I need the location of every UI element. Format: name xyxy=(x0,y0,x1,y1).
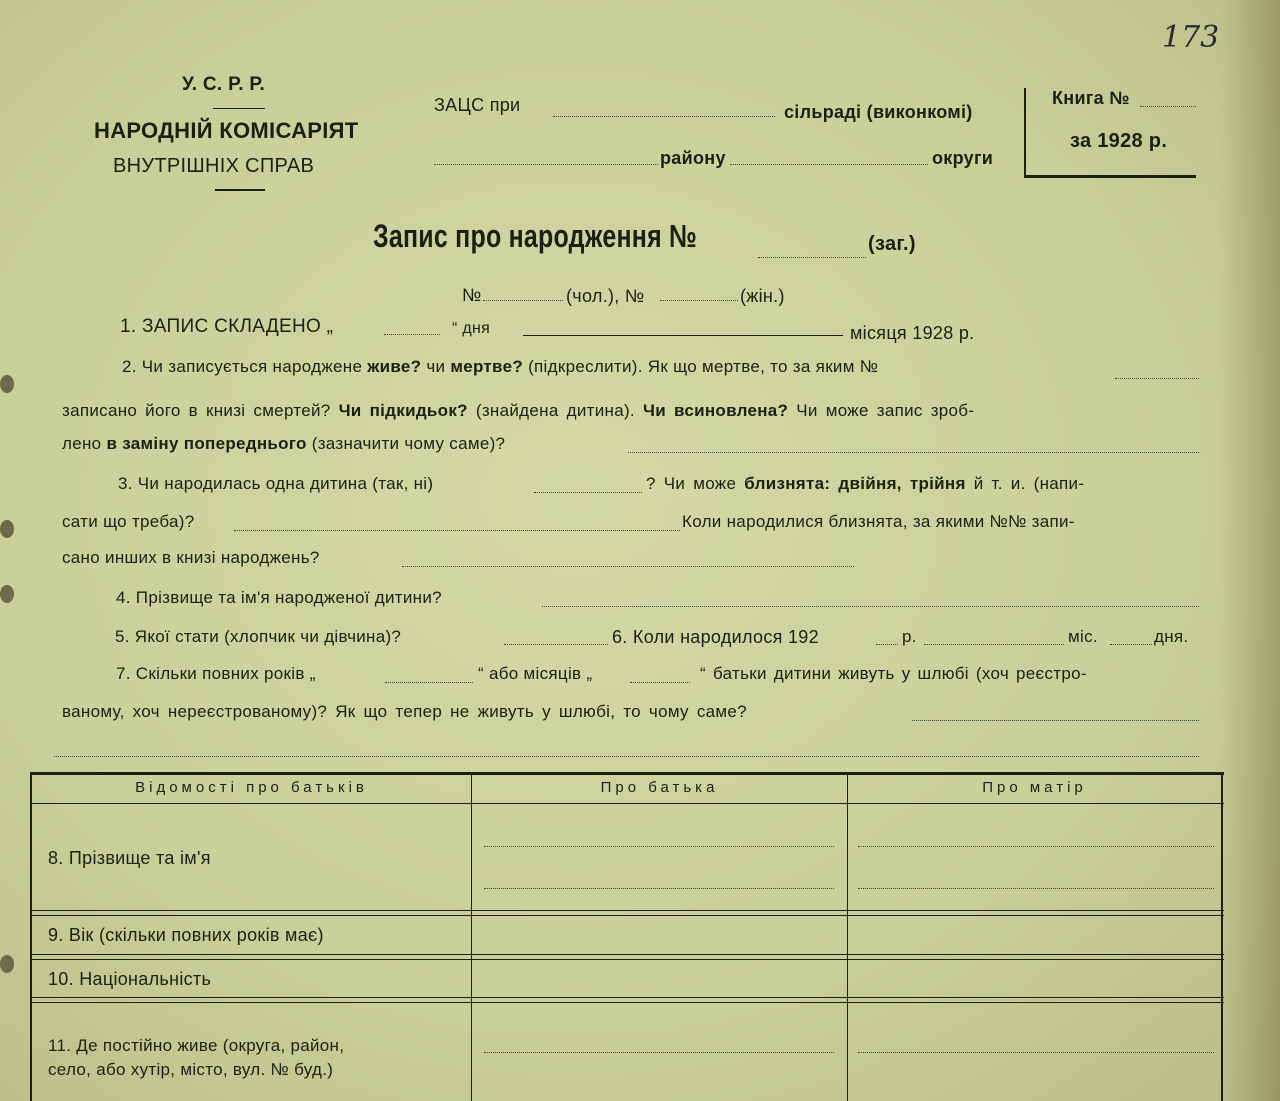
mother-residence-field[interactable] xyxy=(858,1052,1214,1053)
q6-label: 6. Коли народилося 192 xyxy=(612,627,819,647)
q6-day-label: дня. xyxy=(1154,627,1189,646)
q6-month-label: міс. xyxy=(1068,627,1098,646)
rayon-label: району xyxy=(660,148,726,168)
okruga-label: округи xyxy=(932,148,994,168)
okruga-field[interactable] xyxy=(730,164,928,165)
column-header-parents-info: Відомості про батьків xyxy=(135,779,368,796)
commissariat-subheading: ВНУТРІШНІХ СПРАВ xyxy=(113,155,315,177)
binding-hole xyxy=(0,520,14,538)
document-title: Запис про народження № xyxy=(373,218,698,254)
book-number-label: Книга № xyxy=(1052,88,1130,108)
row-label-name: 8. Прізвище та ім'я xyxy=(48,848,211,868)
commissariat-heading: НАРОДНІЙ КОМІСАРІЯТ xyxy=(94,118,359,143)
book-year: за 1928 р. xyxy=(1070,130,1168,152)
male-number-label: (чол.), № xyxy=(566,286,645,306)
binding-hole xyxy=(0,585,14,603)
q3-twins-question: Коли народилися близнята, за якими №№ запи- xyxy=(682,512,1075,531)
record-number-field[interactable] xyxy=(758,257,866,258)
paper-edge xyxy=(1220,0,1280,1101)
binding-hole xyxy=(0,375,14,393)
q1-label: 1. ЗАПИС СКЛАДЕНО „ xyxy=(120,316,334,337)
q5-sex-field[interactable] xyxy=(504,644,608,645)
q4-label: 4. Прізвище та ім'я народженої дитини? xyxy=(116,588,442,607)
book-number-field[interactable] xyxy=(1140,106,1196,107)
q3-label: 3. Чи народилась одна дитина (так, ні) xyxy=(118,474,434,493)
q2-death-number-field[interactable] xyxy=(1115,378,1199,379)
silrada-label: сільраді (виконкомі) xyxy=(784,102,973,122)
column-header-father: Про батька xyxy=(600,779,719,796)
female-number-field[interactable] xyxy=(660,300,738,301)
binding-hole xyxy=(0,955,14,973)
row-label-residence-2: село, або хутір, місто, вул. № буд.) xyxy=(48,1060,334,1079)
title-suffix: (заг.) xyxy=(868,233,916,255)
q7-years-field[interactable] xyxy=(385,682,473,683)
q4-name-field[interactable] xyxy=(542,606,1199,607)
q1-day-label: “ дня xyxy=(452,320,491,337)
q6-day-field[interactable] xyxy=(1110,644,1152,645)
q3-other-field[interactable] xyxy=(402,566,854,567)
father-name-field[interactable] xyxy=(484,846,834,847)
row-label-residence: 11. Де постійно живе (округа, район, xyxy=(48,1036,345,1055)
male-number-field[interactable] xyxy=(483,300,563,301)
page-number: 173 xyxy=(1162,20,1220,55)
number-label: № xyxy=(462,285,482,305)
q3-twins-field[interactable] xyxy=(234,530,680,531)
q7-reason-field[interactable] xyxy=(912,720,1199,721)
q7-reason-field-2[interactable] xyxy=(54,756,1199,757)
mother-name-field-2[interactable] xyxy=(858,888,1214,889)
q7-question: ваному, хоч нереєстрованому)? Як що тепер не живуть у шлюбі, то чому саме? xyxy=(62,702,747,721)
row-label-age: 9. Вік (скільки повних років має) xyxy=(48,925,324,945)
q7-months-field[interactable] xyxy=(630,682,690,683)
q5-label: 5. Якої стати (хлопчик чи дівчина)? xyxy=(115,627,402,646)
country-heading: У. С. Р. Р. xyxy=(182,74,266,95)
q7-label: 7. Скільки повних років „ xyxy=(116,664,316,683)
zags-label: ЗАЦС при xyxy=(434,95,521,115)
father-residence-field[interactable] xyxy=(484,1052,834,1053)
rayon-field[interactable] xyxy=(434,164,658,165)
q7-continued: “ батьки дитини живуть у шлюбі (хоч реєстро- xyxy=(700,664,1087,683)
q6-year-label: р. xyxy=(902,627,917,646)
row-label-nationality: 10. Національність xyxy=(48,969,212,989)
q2-reason-field[interactable] xyxy=(628,452,1199,453)
column-header-mother: Про матір xyxy=(982,779,1087,796)
father-name-field-2[interactable] xyxy=(484,888,834,889)
mother-name-field[interactable] xyxy=(858,846,1214,847)
q7-months-label: “ або місяців „ xyxy=(478,664,593,683)
q3-single-field[interactable] xyxy=(534,492,642,493)
q6-month-field[interactable] xyxy=(924,644,1064,645)
q3-other-label: сано инших в книзі народжень? xyxy=(62,548,320,567)
q1-month-label: місяця 1928 р. xyxy=(850,323,975,343)
silrada-field[interactable] xyxy=(553,116,775,117)
female-number-label: (жін.) xyxy=(740,286,785,306)
q6-year-field[interactable] xyxy=(876,644,898,645)
q3-continued: сати що треба)? xyxy=(62,512,195,531)
q1-day-field[interactable] xyxy=(384,334,440,335)
